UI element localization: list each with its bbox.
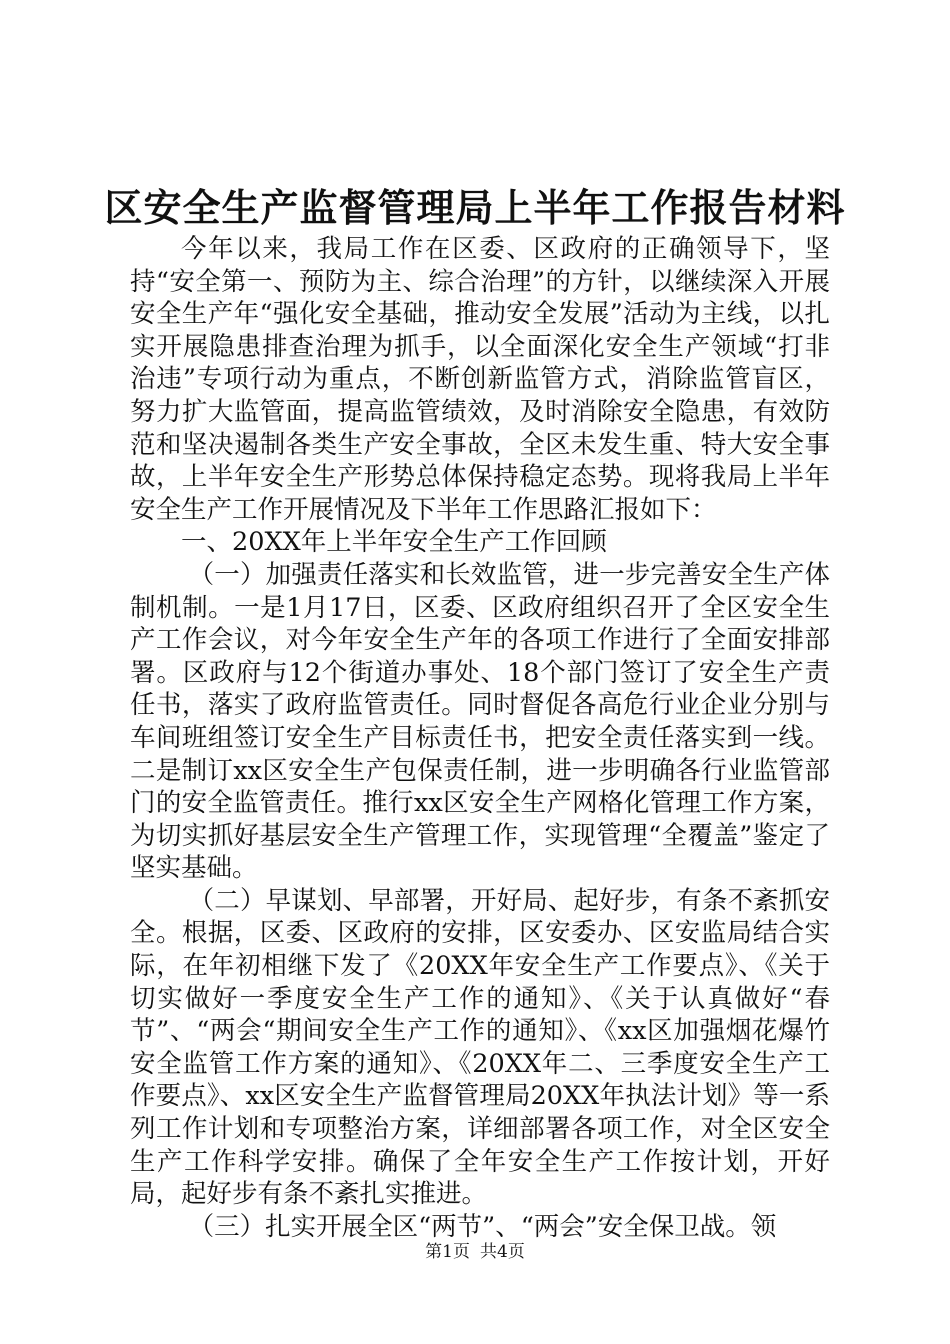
body-paragraph: （二）早谋划、早部署，开好局、起好步，有条不紊抓安全。根据，区委、区政府的安排，区安委办、区安监局结合实际，在年初相继下发了《20XX年安全生产工作要点》、《关于切实做好一季度安全生产工作的通知》、《关于认真做好“春节”、“两会“期间安全生产工作的通知》、《xx区加强烟花爆竹安全监管工作方案的通知》、《20XX年二、三季度安全生产工作要点》、xx区安全生产监督管理局20XX年执法计划》等一系列工作计划和专项整治方案，详细部署各项工作，对全区安全生产工作科学安排。确保了全年安全生产工作按计划，开好局，起好步有条不紊扎实推进。 — [130, 885, 830, 1210]
intro-paragraph: 今年以来，我局工作在区委、区政府的正确领导下，坚持“安全第一、预防为主、综合治理”的方针，以继续深入开展安全生产年“强化安全基础，推动安全发展”活动为主线，以扎实开展隐患排查治理为抓手，以全面深化安全生产领域“打非治违”专项行动为重点，不断创新监管方式，消除监管盲区，努力扩大监管面，提高监管绩效，及时消除安全隐患，有效防范和坚决遏制各类生产安全事故，全区未发生重、特大安全事故，上半年安全生产形势总体保持稳定态势。现将我局上半年安全生产工作开展情况及下半年工作思路汇报如下： — [130, 234, 830, 525]
body-paragraph: （三）扎实开展全区“两节”、“两会”安全保卫战。领 — [188, 1211, 777, 1242]
page-number: 第1页 — [425, 1242, 470, 1262]
page-total: 共4页 — [480, 1242, 525, 1262]
body-paragraph: （一）加强责任落实和长效监管，进一步完善安全生产体制机制。一是1月17日，区委、区政府组织召开了全区安全生产工作会议，对今年安全生产年的各项工作进行了全面安排部署。区政府与12个街道办事处、18个部门签订了安全生产责任书，落实了政府监管责任。同时督促各高危行业企业分别与车间班组签订安全生产目标责任书，把安全责任落实到一线。二是制订xx区安全生产包保责任制，进一步明确各行业监管部门的安全监管责任。推行xx区安全生产网格化管理工作方案，为切实抓好基层安全生产管理工作，实现管理“全覆盖”鉴定了坚实基础。 — [130, 559, 830, 884]
section-heading: 一、20XX年上半年安全生产工作回顾 — [181, 527, 607, 558]
document-title: 区安全生产监督管理局上半年工作报告材料 — [104, 185, 846, 230]
document-body — [130, 233, 830, 1243]
page-footer — [0, 1240, 950, 1264]
